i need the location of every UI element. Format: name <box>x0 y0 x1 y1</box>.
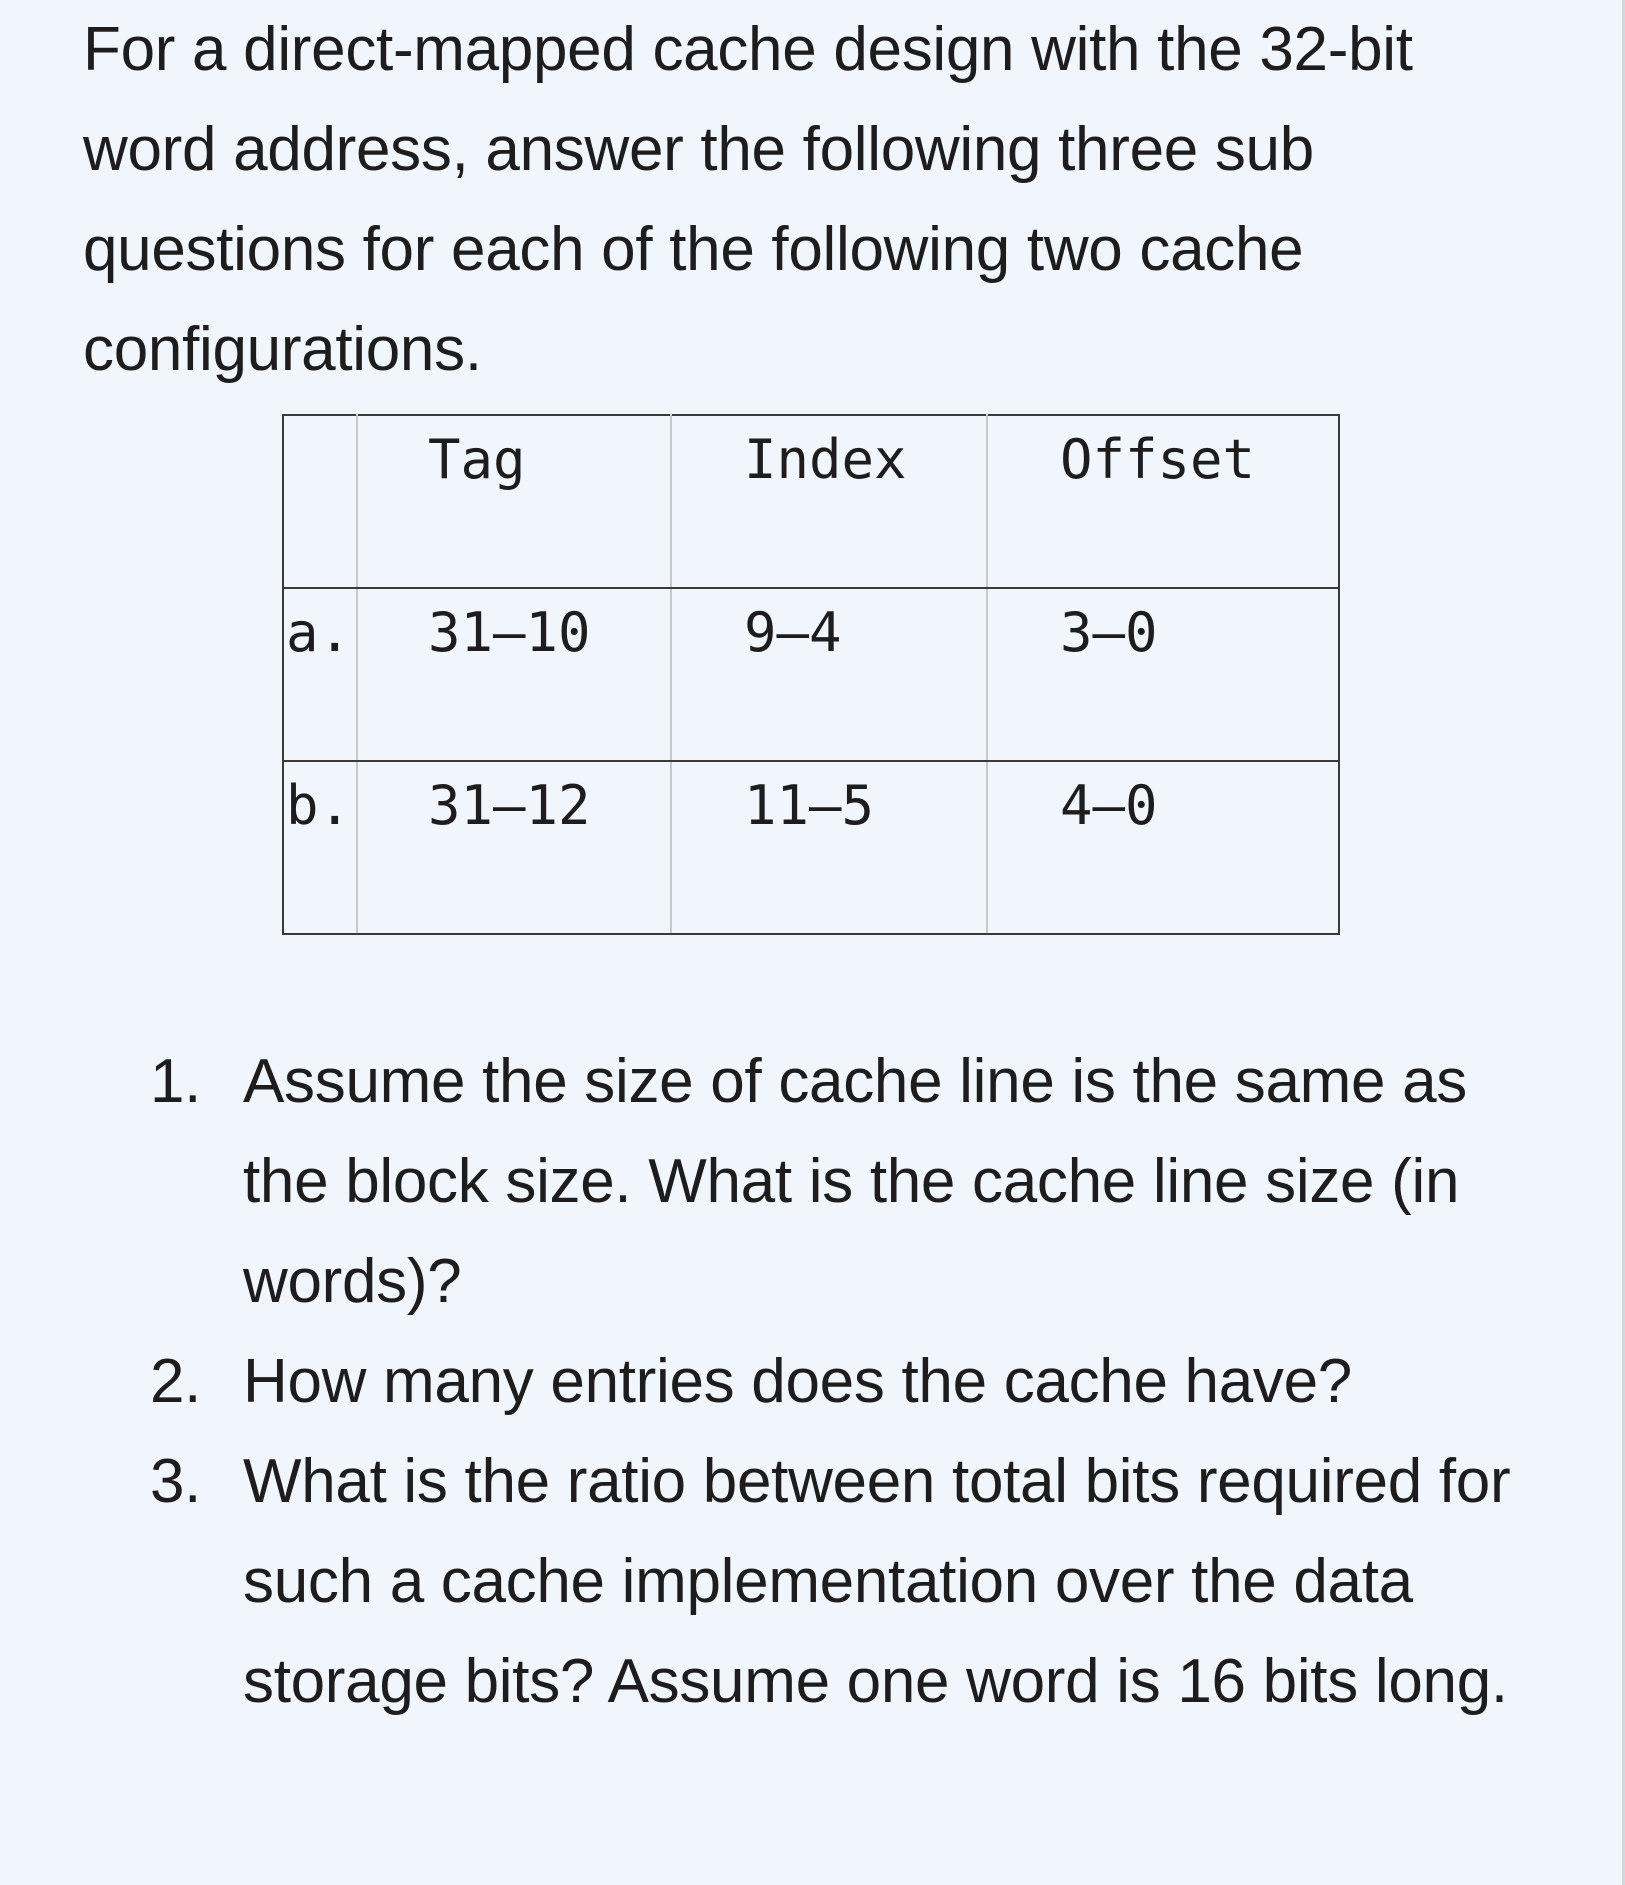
table-header-row <box>283 415 1339 588</box>
question-list <box>0 1032 1533 1732</box>
header-label-cell <box>283 415 357 588</box>
tag-bits: 31–12 <box>357 761 671 934</box>
question-number: 1. <box>150 1047 202 1116</box>
table-row <box>283 761 1339 934</box>
list-item <box>0 1432 1533 1732</box>
offset-bits: 3–0 <box>987 588 1339 761</box>
offset-bits: 4–0 <box>987 761 1339 934</box>
header-tag: Tag <box>357 415 671 588</box>
row-label: a. <box>283 588 357 761</box>
table-row <box>283 588 1339 761</box>
index-bits: 11–5 <box>671 761 987 934</box>
intro-paragraph: For a direct-mapped cache design with the 32-bit word address, answer the following three sub questions for each of the following two cache configurations. <box>83 15 1413 384</box>
question-text: What is the ratio between total bits required for such a cache implementation over the data storage bits? Assume one word is 16 bits long. <box>243 1447 1511 1716</box>
list-item <box>0 1332 1533 1432</box>
question-number: 2. <box>150 1347 202 1416</box>
tag-bits: 31–10 <box>357 588 671 761</box>
address-breakdown-table <box>282 414 1340 935</box>
index-bits: 9–4 <box>671 588 987 761</box>
question-text: How many entries does the cache have? <box>243 1347 1352 1416</box>
list-item <box>0 1032 1533 1332</box>
header-index: Index <box>671 415 987 588</box>
header-offset: Offset <box>987 415 1339 588</box>
question-number: 3. <box>150 1447 202 1516</box>
question-text: Assume the size of cache line is the same as the block size. What is the cache line size (in words)? <box>243 1047 1467 1316</box>
row-label: b. <box>283 761 357 934</box>
